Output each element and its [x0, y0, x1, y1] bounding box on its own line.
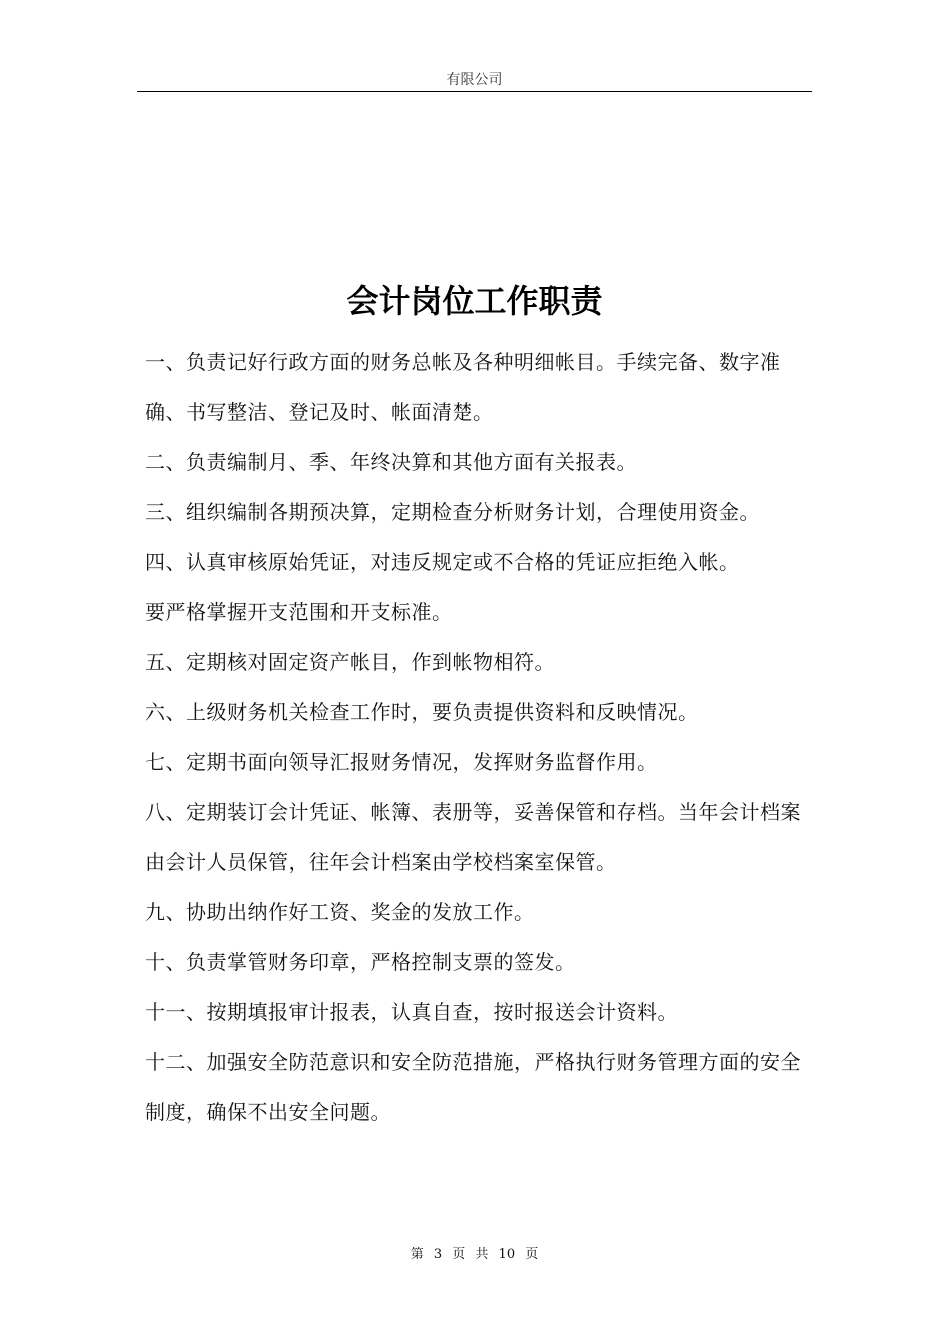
- paragraph: 二、负责编制月、季、年终决算和其他方面有关报表。: [145, 450, 637, 474]
- paragraph: 十二、加强安全防范意识和安全防范措施，严格执行财务管理方面的安全制度，确保不出安全问题。: [145, 1050, 801, 1124]
- paragraph: 六、上级财务机关检查工作时，要负责提供资料和反映情况。: [145, 700, 699, 724]
- paragraph: 三、组织编制各期预决算，定期检查分析财务计划，合理使用资金。: [145, 500, 760, 524]
- paragraph: 十、负责掌管财务印章，严格控制支票的签发。: [145, 950, 576, 974]
- paragraph: 一、负责记好行政方面的财务总帐及各种明细帐目。手续完备、数字准确、书写整洁、登记及时、帐面清楚。: [145, 350, 781, 424]
- document-body: [145, 337, 817, 1137]
- page-header: 有限公司: [137, 70, 812, 92]
- paragraph: 八、定期装订会计凭证、帐簿、表册等，妥善保管和存档。当年会计档案由会计人员保管，往年会计档案由学校档案室保管。: [145, 800, 801, 874]
- paragraph: 十一、按期填报审计报表，认真自查，按时报送会计资料。: [145, 1000, 678, 1024]
- paragraph: 七、定期书面向领导汇报财务情况，发挥财务监督作用。: [145, 750, 658, 774]
- document-title: 会计岗位工作职责: [346, 282, 603, 320]
- paragraph: 九、协助出纳作好工资、奖金的发放工作。: [145, 900, 535, 924]
- page-footer: 第 3 页 共 10 页: [410, 1247, 539, 1262]
- paragraph: 五、定期核对固定资产帐目，作到帐物相符。: [145, 650, 555, 674]
- paragraph: 要严格掌握开支范围和开支标准。: [145, 600, 453, 624]
- paragraph: 四、认真审核原始凭证，对违反规定或不合格的凭证应拒绝入帐。: [145, 550, 740, 574]
